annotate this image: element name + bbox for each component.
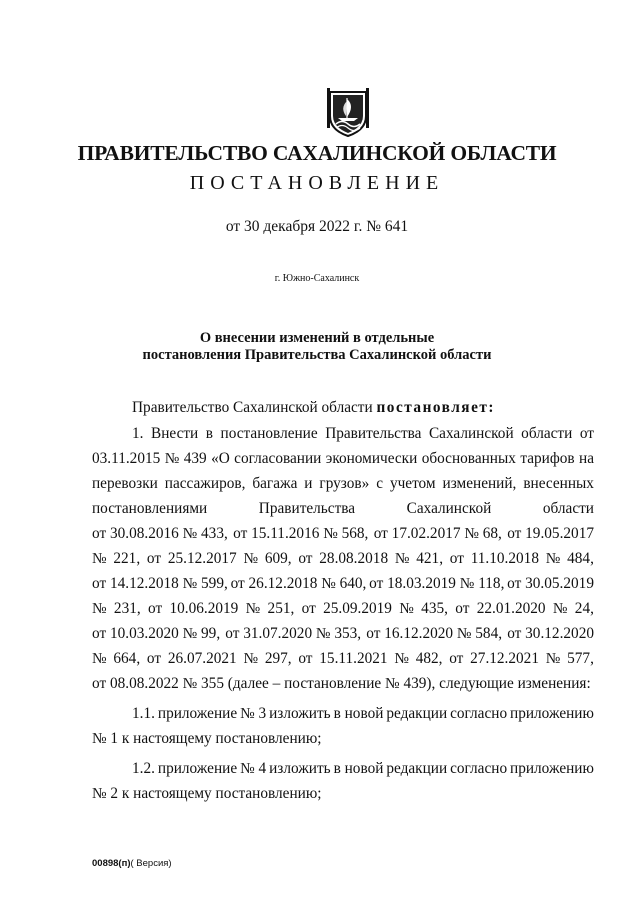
word: от 30.05.2019 [507,575,594,592]
word: 25.09.2019 [323,600,392,617]
word: от 15.11.2016 № 568, [233,525,369,542]
word: области [521,425,573,442]
word: внесенных [523,475,594,492]
word: на [579,450,594,467]
p12-line-1 [92,759,594,779]
word: 297, [264,650,292,667]
p1-line-3 [92,474,594,494]
word: согласно [450,760,508,777]
government-title: ПРАВИТЕЛЬСТВО САХАЛИНСКОЙ ОБЛАСТИ [77,141,557,165]
word: от [579,425,594,442]
word: Сахалинской [428,425,514,442]
intro-verb: постановляет: [376,399,495,416]
word: 221, [113,550,141,567]
word: постановление [220,425,318,442]
word: от 30.08.2016 № 433, [92,525,228,542]
word: № [92,650,107,667]
word: от 18.03.2019 № 118, [369,575,505,592]
word: с [376,475,383,492]
word: № [394,650,409,667]
document-date-number: от 30 декабря 2022 г. № 641 [225,218,409,235]
word: № [243,650,259,667]
word: и [304,475,313,492]
word: 10.06.2019 [169,600,239,617]
word: изменений, [442,475,517,492]
p1-line-1 [92,424,594,444]
word: № [552,600,568,617]
word: 1.2. [132,760,155,777]
document-subject [0,330,634,364]
p1-line-10 [92,649,594,669]
word: 1.1. [132,705,155,722]
word: 577, [567,650,594,667]
word: приложению [510,760,594,777]
word: изложить [269,760,331,777]
word: № [245,600,261,617]
word: области [542,500,594,517]
word: от 16.12.2020 № 584, [366,625,503,642]
word: 251, [267,600,295,617]
word: пассажиров, [164,475,246,492]
word: редакции [386,705,448,722]
word: багажа [252,475,298,492]
word: № [164,450,180,467]
word: 03.11.2015 [92,450,161,467]
subject-line-1: О внесении изменений в отдельные [199,330,435,346]
p11-line-1 [92,704,594,724]
word: 435, [421,600,448,617]
p1-line-11: от 08.08.2022 № 355 (далее – постановление № 439), следующие изменения: [92,675,591,692]
word: от [148,600,163,617]
word: приложению [510,705,594,722]
p1-line-5 [92,524,594,544]
word: № [394,550,410,567]
word: № [399,600,414,617]
word: экономически [325,450,418,467]
footer-version: ( Версия) [130,858,172,869]
word: 609, [264,550,292,567]
word: Правительства [258,500,356,517]
word: № [545,550,561,567]
word: «О [211,450,230,467]
word: 231, [113,600,141,617]
word: редакции [386,760,448,777]
word: Сахалинской [406,500,492,517]
word: 25.12.2017 [167,550,237,567]
p11-line-2: № 1 к настоящему постановлению; [92,730,322,747]
p1-line-8 [92,599,594,619]
p1-line-4 [92,499,594,519]
document-city: г. Южно-Сахалинск [274,273,360,284]
document-type: ПОСТАНОВЛЕНИЕ [189,172,445,194]
word: 26.07.2021 [167,650,237,667]
word: Внести [151,425,199,442]
word: № [92,600,107,617]
word: грузов» [319,475,370,492]
word: от [449,650,464,667]
word: Правительства [325,425,422,442]
word: от 14.12.2018 № 599, [92,575,228,592]
subject-line-2: постановления Правительства Сахалинской области [142,347,492,363]
word: согласно [450,705,508,722]
p1-line-7 [92,574,594,594]
word: 421, [416,550,444,567]
word: приложение [157,705,238,722]
word: 22.01.2020 [476,600,546,617]
word: в новой [333,760,384,777]
word: от 30.12.2020 [507,625,594,642]
word: постановлениями [92,500,208,517]
word: перевозки [92,475,158,492]
intro-prefix: Правительство Сахалинской области [132,399,373,416]
p1-line-6 [92,549,594,569]
word: № [243,550,259,567]
word: от 10.03.2020 № 99, [92,625,221,642]
word: 484, [567,550,594,567]
word: 24, [574,600,594,617]
word: № [92,550,107,567]
word: от [298,650,313,667]
word: от 17.02.2017 № 68, [373,525,502,542]
footer-code: 00898(п) [92,858,131,869]
p1-line-9 [92,624,594,644]
word: от 19.05.2017 [507,525,594,542]
word: в новой [333,705,384,722]
word: № 3 [240,705,267,722]
sakhalin-coat-of-arms-icon [326,86,370,138]
word: 28.08.2018 [319,550,389,567]
word: изложить [269,705,331,722]
word: от [298,550,313,567]
word: № 4 [240,760,267,777]
word: тарифов [520,450,575,467]
word: согласовании [234,450,322,467]
word: от [455,600,470,617]
word: 11.10.2018 [470,550,539,567]
intro-line [92,398,594,418]
word: от [146,650,162,667]
p1-line-2 [92,449,594,469]
word: 664, [113,650,141,667]
word: 482, [415,650,443,667]
word: в [205,425,214,442]
word: обоснованных [421,450,516,467]
word: от [301,600,316,617]
word: от [449,550,464,567]
word: от 31.07.2020 № 353, [225,625,362,642]
word: приложение [157,760,238,777]
word: учетом [389,475,436,492]
word: от [146,550,162,567]
document-footer [92,858,172,869]
word: 27.12.2021 [470,650,539,667]
word: 15.11.2021 [319,650,388,667]
word: от 26.12.2018 № 640, [230,575,367,592]
word: 439 [183,450,207,467]
word: 1. [132,425,144,442]
p12-line-2: № 2 к настоящему постановлению; [92,785,322,802]
word: № [545,650,561,667]
